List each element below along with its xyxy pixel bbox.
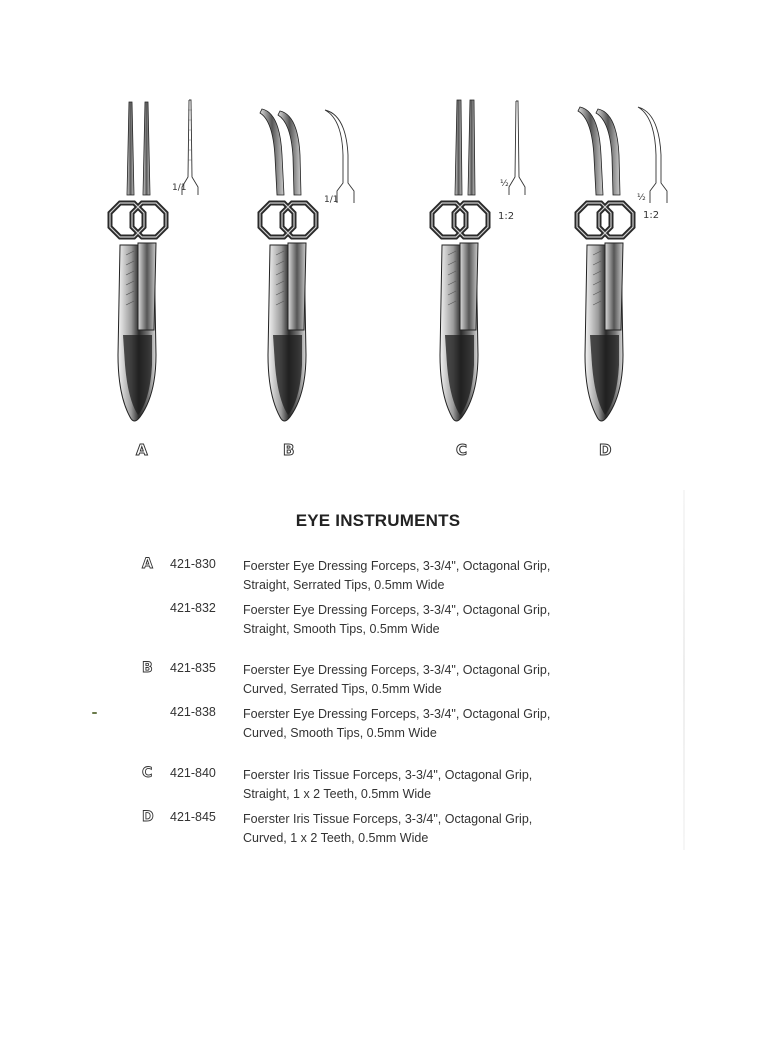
catalog-item: [0, 705, 700, 745]
scale-label-c-small: ½: [500, 179, 509, 189]
item-description: [243, 810, 643, 848]
item-letter: C: [142, 765, 153, 781]
scale-label-d-small: ½: [637, 193, 646, 203]
figure-label-d: D: [599, 441, 612, 459]
item-description: [243, 557, 643, 595]
item-description-line-1: Foerster Iris Tissue Forceps, 3-3/4", Octagonal Grip,: [243, 812, 533, 826]
item-code: 421-838: [170, 705, 216, 719]
item-description: [243, 766, 643, 804]
item-description-line-2: Straight, Smooth Tips, 0.5mm Wide: [243, 622, 440, 636]
catalog-item: [0, 661, 700, 701]
scale-label-b: 1/1: [324, 195, 339, 205]
item-description-line-1: Foerster Iris Tissue Forceps, 3-3/4", Octagonal Grip,: [243, 768, 533, 782]
instrument-a-illustration: [68, 95, 218, 425]
item-description: [243, 601, 643, 639]
item-description-line-1: Foerster Eye Dressing Forceps, 3-3/4", Octagonal Grip,: [243, 559, 551, 573]
item-code: 421-845: [170, 810, 216, 824]
figure-label-b: B: [283, 441, 295, 459]
catalog-item: [0, 557, 700, 597]
item-letter: A: [142, 556, 153, 572]
catalog-item: [0, 810, 700, 850]
item-code: 421-830: [170, 557, 216, 571]
scan-speck: [92, 712, 97, 714]
instrument-d-illustration: [535, 95, 685, 425]
page-title: EYE INSTRUMENTS: [295, 511, 461, 530]
item-description-line-1: Foerster Eye Dressing Forceps, 3-3/4", Octagonal Grip,: [243, 707, 551, 721]
item-description-line-2: Straight, Serrated Tips, 0.5mm Wide: [243, 578, 445, 592]
item-letter: B: [142, 660, 153, 676]
item-description-line-2: Curved, Smooth Tips, 0.5mm Wide: [243, 726, 437, 740]
catalog-item: [0, 601, 700, 641]
item-code: 421-840: [170, 766, 216, 780]
scale-label-a: 1/1: [172, 183, 187, 193]
scan-edge-shadow: [683, 490, 685, 850]
catalog-item: [0, 766, 700, 806]
item-description-line-2: Curved, 1 x 2 Teeth, 0.5mm Wide: [243, 831, 429, 845]
item-description-line-2: Curved, Serrated Tips, 0.5mm Wide: [243, 682, 442, 696]
item-description: [243, 705, 643, 743]
scale-label-c: 1:2: [498, 211, 515, 222]
item-letter: D: [142, 809, 154, 825]
figure-label-c: C: [456, 441, 468, 459]
item-code: 421-832: [170, 601, 216, 615]
item-code: 421-835: [170, 661, 216, 675]
item-description-line-1: Foerster Eye Dressing Forceps, 3-3/4", Octagonal Grip,: [243, 663, 551, 677]
item-description: [243, 661, 643, 699]
item-description-line-2: Straight, 1 x 2 Teeth, 0.5mm Wide: [243, 787, 432, 801]
instrument-b-illustration: [218, 95, 368, 425]
instrument-c-illustration: [390, 95, 540, 425]
item-description-line-1: Foerster Eye Dressing Forceps, 3-3/4", Octagonal Grip,: [243, 603, 551, 617]
figure-label-a: A: [136, 441, 148, 459]
scale-label-d: 1:2: [643, 210, 660, 221]
